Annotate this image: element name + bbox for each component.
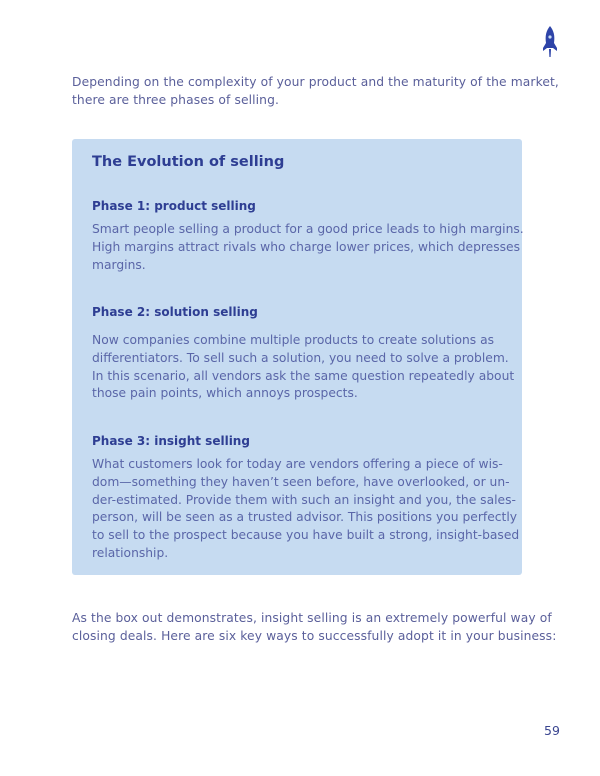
- rocket-icon: [540, 26, 560, 62]
- body-line: person, will be seen as a trusted advisor. This positions you perfectly: [92, 510, 518, 525]
- body-line: Smart people selling a product for a good price leads to high margins.: [92, 222, 524, 236]
- phase-2-heading: Phase 2: solution selling: [92, 305, 258, 319]
- outro-line: As the box out demonstrates, insight selling is an extremely powerful way of: [72, 611, 552, 625]
- body-line: those pain points, which annoys prospects.: [92, 386, 358, 401]
- body-line: margins.: [92, 257, 146, 272]
- body-line: differentiators. To sell such a solution, you need to solve a problem.: [92, 350, 509, 365]
- box-title: The Evolution of selling: [92, 154, 285, 170]
- intro-line: there are three phases of selling.: [72, 93, 279, 107]
- body-line: In this scenario, all vendors ask the same question repeatedly about: [92, 368, 515, 383]
- evolution-box: [72, 139, 522, 575]
- body-line: relationship.: [92, 545, 169, 560]
- body-line: dom—something they haven’t seen before, have overlooked, or un-: [92, 474, 510, 489]
- body-line: What customers look for today are vendors offering a piece of wis-: [92, 457, 503, 471]
- outro-line: closing deals. Here are six key ways to successfully adopt it in your business:: [72, 629, 557, 643]
- phase-2-body: [92, 332, 514, 403]
- body-line: der-estimated. Provide them with such an insight and you, the sales-: [92, 492, 516, 507]
- phase-3-heading: Phase 3: insight selling: [92, 434, 250, 448]
- intro-line: Depending on the complexity of your product and the maturity of the market,: [72, 75, 559, 89]
- body-line: Now companies combine multiple products to create solutions as: [92, 333, 495, 347]
- body-line: to sell to the prospect because you have built a strong, insight-based: [92, 528, 520, 543]
- phase-3-body: [92, 456, 519, 563]
- phase-1-body: [92, 221, 524, 274]
- outro-paragraph: [72, 609, 556, 645]
- page-number: 59: [544, 723, 560, 738]
- intro-paragraph: [72, 73, 559, 109]
- body-line: High margins attract rivals who charge lower prices, which depresses: [92, 239, 521, 254]
- phase-1-heading: Phase 1: product selling: [92, 199, 256, 213]
